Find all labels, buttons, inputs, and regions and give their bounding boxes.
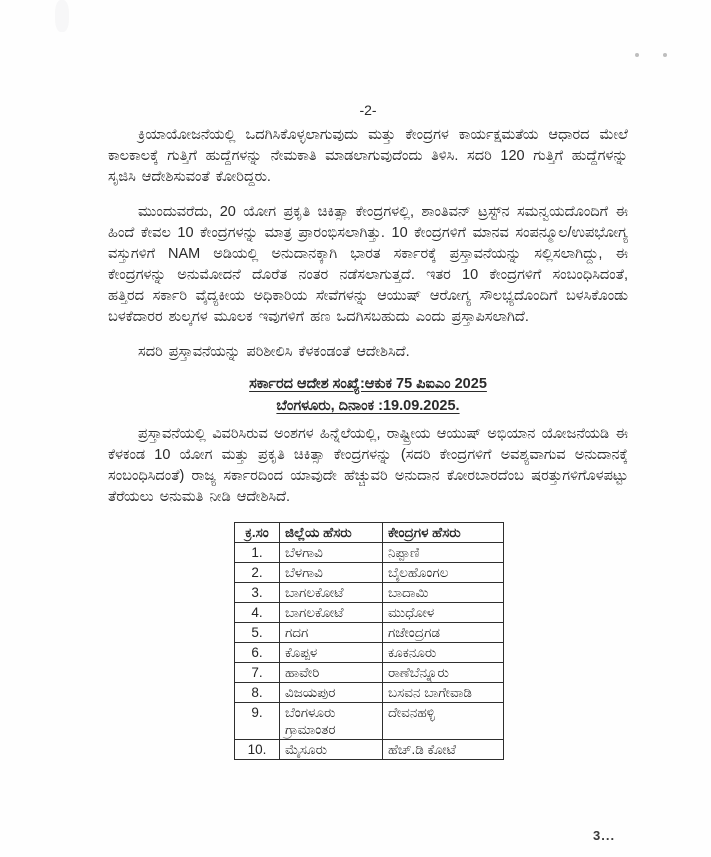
district-cell: ಬೆಳಗಾವಿ — [280, 563, 383, 583]
order-date-line: ಬೆಂಗಳೂರು, ದಿನಾಂಕ :19.09.2025. — [276, 398, 460, 414]
serial-cell: 3. — [235, 583, 280, 603]
table-row — [235, 663, 504, 683]
table-row — [235, 543, 504, 563]
document-body — [108, 100, 628, 760]
center-cell: ಗಜೇಂದ್ರಗಡ — [383, 623, 504, 643]
district-cell: ಬೆಂಗಳೂರು ಗ್ರಾಮಾಂತರ — [280, 703, 383, 740]
district-cell: ಕೊಪ್ಪಳ — [280, 643, 383, 663]
paragraph-centers-proposal: ಮುಂದುವರೆದು, 20 ಯೋಗ ಪ್ರಕೃತಿ ಚಿಕಿತ್ಸಾ ಕೇಂದ್ರಗಳಲ್ಲಿ, ಶಾಂತಿವನ್ ಟ್ರಸ್ಟ್‌ನ ಸಮನ್ವಯದೊಂದಿಗೆ ಈ ಹಿಂದೆ ಕೇವಲ 10 ಕೇಂದ್ರಗಳನ್ನು ಮಾತ್ರ ಪ್ರಾರಂಭಿಸಲಾಗಿತ್ತು. 10 ಕೇಂದ್ರಗಳಿಗೆ ಮಾನವ ಸಂಪನ್ಮೂಲ/ಉಪಭೋಗ್ಯ ವಸ್ತುಗಳಿಗೆ NAM ಅಡಿಯಲ್ಲಿ ಅನುದಾನಕ್ಕಾಗಿ ಭಾರತ ಸರ್ಕಾರಕ್ಕೆ ಪ್ರಸ್ತಾವನೆಯನ್ನು ಸಲ್ಲಿಸಲಾಗಿದ್ದು, ಈ ಕೇಂದ್ರಗಳನ್ನು ಅನುಮೋದನೆ ದೊರೆತ ನಂತರ ನಡೆಸಲಾಗುತ್ತದೆ. ಇತರ 10 ಕೇಂದ್ರಗಳಿಗೆ ಸಂಬಂಧಿಸಿದಂತೆ, ಹತ್ತಿರದ ಸರ್ಕಾರಿ ವೈದ್ಯಕೀಯ ಅಧಿಕಾರಿಯ ಸೇವೆಗಳನ್ನು ಆಯುಷ್ ಆರೋಗ್ಯ ಸೌಲಭ್ಯದೊಂದಿಗೆ ಬಳಸಿಕೊಂಡು ಬಳಕೆದಾರರ ಶುಲ್ಕಗಳ ಮೂಲಕ ಇವುಗಳಿಗೆ ಹಣ ಒದಗಿಸಬಹುದು ಎಂದು ಪ್ರಸ್ತಾಪಿಸಲಾಗಿದೆ. — [108, 204, 628, 325]
centers-table — [234, 522, 504, 760]
serial-cell: 7. — [235, 663, 280, 683]
district-cell: ಗದಗ — [280, 623, 383, 643]
centers-table-wrap — [234, 522, 628, 760]
order-number-line: ಸರ್ಕಾರದ ಆದೇಶ ಸಂಖ್ಯೆ:ಆಕುಕ 75 ಪಿಐಎಂ 2025 — [249, 376, 487, 392]
serial-cell: 4. — [235, 603, 280, 623]
scan-smudge — [55, 0, 69, 32]
table-row — [235, 703, 504, 740]
center-cell: ದೇವನಹಳ್ಳಿ — [383, 703, 504, 740]
table-row — [235, 740, 504, 760]
paragraph-order-text: ಪ್ರಸ್ತಾವನೆಯಲ್ಲಿ ವಿವರಿಸಿರುವ ಅಂಶಗಳ ಹಿನ್ನೆಲೆಯಲ್ಲಿ, ರಾಷ್ಟ್ರೀಯ ಆಯುಷ್ ಅಭಿಯಾನ ಯೋಜನೆಯಡಿ ಈ ಕೆಳಕಂಡ 10 ಯೋಗ ಮತ್ತು ಪ್ರಕೃತಿ ಚಿಕಿತ್ಸಾ ಕೇಂದ್ರಗಳನ್ನು (ಸದರಿ ಕೇಂದ್ರಗಳಿಗೆ ಅವಶ್ಯವಾಗುವ ಅನುದಾನಕ್ಕೆ ಸಂಬಂಧಿಸಿದಂತೆ) ರಾಜ್ಯ ಸರ್ಕಾರದಿಂದ ಯಾವುದೇ ಹೆಚ್ಚುವರಿ ಅನುದಾನ ಕೋರಬಾರದೆಂಬ ಷರತ್ತುಗಳಿಗೊಳಪಟ್ಟು ತೆರೆಯಲು ಅನುಮತಿ ನೀಡಿ ಆದೇಶಿಸಿದೆ. — [108, 426, 628, 505]
column-header: ಕ್ರ.ಸಂ — [235, 523, 280, 543]
serial-cell: 6. — [235, 643, 280, 663]
scan-speck — [635, 53, 639, 57]
serial-cell: 5. — [235, 623, 280, 643]
center-cell: ನಿಪ್ಪಾಣಿ — [383, 543, 504, 563]
paragraph-action-plan: ಕ್ರಿಯಾಯೋಜನೆಯಲ್ಲಿ ಒದಗಿಸಿಕೊಳ್ಳಲಾಗುವುದು ಮತ್ತು ಕೇಂದ್ರಗಳ ಕಾರ್ಯಕ್ಷಮತೆಯ ಆಧಾರದ ಮೇಲೆ ಕಾಲಕಾಲಕ್ಕೆ ಗುತ್ತಿಗೆ ಹುದ್ದೆಗಳನ್ನು ನೇಮಕಾತಿ ಮಾಡಲಾಗುವುದೆಂದು ತಿಳಿಸಿ. ಸದರಿ 120 ಗುತ್ತಿಗೆ ಹುದ್ದೆಗಳನ್ನು ಸೃಜಿಸಿ ಆದೇಶಿಸುವಂತೆ ಕೋರಿದ್ದರು. — [108, 127, 628, 185]
serial-cell: 9. — [235, 703, 280, 740]
serial-cell: 10. — [235, 740, 280, 760]
district-cell: ಮೈಸೂರು — [280, 740, 383, 760]
scan-speck — [663, 53, 667, 57]
serial-cell: 1. — [235, 543, 280, 563]
center-cell: ರಾಣೆಬೆನ್ನೂರು — [383, 663, 504, 683]
table-row — [235, 643, 504, 663]
center-cell: ಬಸವನ ಬಾಗೇವಾಡಿ — [383, 683, 504, 703]
center-cell: ಬೈಲಹೊಂಗಲ — [383, 563, 504, 583]
table-row — [235, 583, 504, 603]
district-cell: ಹಾವೇರಿ — [280, 663, 383, 683]
district-cell: ಬೆಳಗಾವಿ — [280, 543, 383, 563]
table-body — [235, 543, 504, 760]
center-cell: ಬಾದಾಮಿ — [383, 583, 504, 603]
district-cell: ಬಾಗಲಕೋಟೆ — [280, 603, 383, 623]
district-cell: ಬಾಗಲಕೋಟೆ — [280, 583, 383, 603]
serial-cell: 2. — [235, 563, 280, 583]
paragraph-order-preamble: ಸದರಿ ಪ್ರಸ್ತಾವನೆಯನ್ನು ಪರಿಶೀಲಿಸಿ ಕೆಳಕಂಡಂತೆ ಆದೇಶಿಸಿದೆ. — [138, 344, 410, 360]
center-cell: ಕೂಕನೂರು — [383, 643, 504, 663]
center-cell: ಹೆಚ್.ಡಿ ಕೋಟೆ — [383, 740, 504, 760]
table-row — [235, 603, 504, 623]
table-row — [235, 563, 504, 583]
table-row — [235, 683, 504, 703]
next-page-marker: 3... — [593, 828, 616, 843]
order-heading — [108, 373, 628, 417]
column-header: ಕೇಂದ್ರಗಳ ಹೆಸರು — [383, 523, 504, 543]
table-row — [235, 623, 504, 643]
serial-cell: 8. — [235, 683, 280, 703]
center-cell: ಮುಧೋಳ — [383, 603, 504, 623]
column-header: ಜಿಲ್ಲೆಯ ಹೆಸರು — [280, 523, 383, 543]
district-cell: ವಿಜಯಪುರ — [280, 683, 383, 703]
page-number: -2- — [359, 102, 377, 118]
table-header-row — [235, 523, 504, 543]
